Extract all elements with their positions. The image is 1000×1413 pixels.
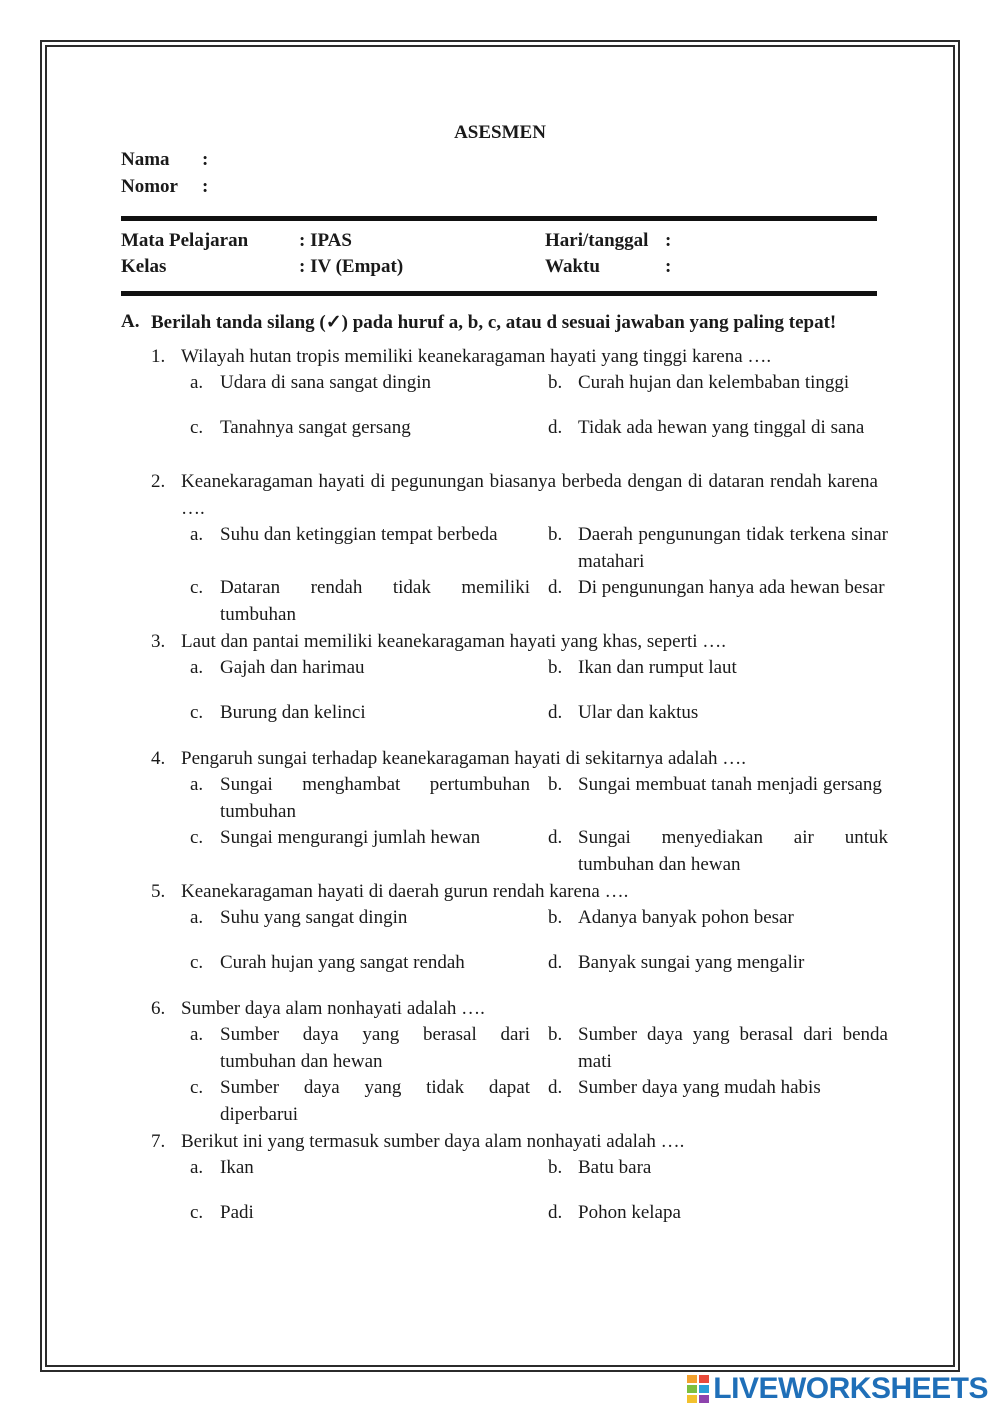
option-text: Tidak ada hewan yang tinggal di sana: [578, 417, 865, 438]
option-text: Sumber daya yang tidak dapat diperbarui: [220, 1077, 530, 1125]
question-text: Sumber daya alam nonhayati adalah ….: [181, 998, 485, 1019]
option-letter: d.: [548, 952, 563, 973]
waktu-label: Waktu: [545, 256, 600, 277]
logo-block: [699, 1375, 709, 1383]
option-text: Di pengunungan hanya ada hewan besar: [578, 577, 885, 598]
option-letter: b.: [548, 774, 563, 795]
section-instruction: Berilah tanda silang (✓) pada huruf a, b, c, atau d sesuai jawaban yang paling tepat!: [151, 312, 837, 333]
question-text: Laut dan pantai memiliki keanekaragaman hayati yang khas, seperti ….: [181, 631, 726, 652]
option-letter: b.: [548, 1024, 563, 1045]
option-text: Banyak sungai yang mengalir: [578, 952, 805, 973]
question-number: 2.: [151, 471, 166, 492]
option-letter: b.: [548, 657, 563, 678]
nama-label: Nama: [121, 149, 170, 170]
option-letter: c.: [190, 952, 204, 973]
hari-label: Hari/tanggal: [545, 230, 649, 251]
option-letter: c.: [190, 1077, 204, 1098]
option-text: Dataran rendah tidak memiliki tumbuhan: [220, 577, 530, 625]
logo-block: [699, 1385, 709, 1393]
option-letter: c.: [190, 827, 204, 848]
option-letter: b.: [548, 372, 563, 393]
option-letter: d.: [548, 417, 563, 438]
option-text: Sungai menghambat pertumbuhan tumbuhan: [220, 774, 530, 822]
option-text: Sumber daya yang berasal dari benda mati: [578, 1024, 888, 1072]
option-letter: b.: [548, 907, 563, 928]
option-text: Sungai membuat tanah menjadi gersang: [578, 774, 882, 795]
option-letter: a.: [190, 657, 204, 678]
question-number: 3.: [151, 631, 166, 652]
option-letter: b.: [548, 524, 563, 545]
option-text: Ular dan kaktus: [578, 702, 699, 723]
waktu-colon: :: [665, 256, 672, 277]
option-text: Sumber daya yang berasal dari tumbuhan dan hewan: [220, 1024, 530, 1072]
nama-colon: :: [202, 149, 209, 170]
option-text: Padi: [220, 1202, 254, 1223]
header-divider-bottom: [121, 291, 877, 296]
option-text: Curah hujan dan kelembaban tinggi: [578, 372, 850, 393]
question-number: 5.: [151, 881, 166, 902]
logo-block: [687, 1375, 697, 1383]
question-text: Berikut ini yang termasuk sumber daya alam nonhayati adalah ….: [181, 1131, 685, 1152]
option-letter: a.: [190, 1157, 204, 1178]
option-text: Adanya banyak pohon besar: [578, 907, 794, 928]
kelas-value: : IV (Empat): [299, 256, 404, 277]
option-letter: a.: [190, 907, 204, 928]
option-text: Suhu yang sangat dingin: [220, 907, 408, 928]
option-letter: a.: [190, 774, 204, 795]
option-letter: b.: [548, 1157, 563, 1178]
question-text: Keanekaragaman hayati di daerah gurun rendah karena ….: [181, 881, 629, 902]
question-number: 1.: [151, 346, 166, 367]
option-text: Suhu dan ketinggian tempat berbeda: [220, 524, 498, 545]
logo-text: LIVEWORKSHEETS: [713, 1372, 988, 1405]
option-letter: d.: [548, 577, 563, 598]
option-text: Sungai menyediakan air untuk tumbuhan dan hewan: [578, 827, 888, 875]
option-letter: c.: [190, 577, 204, 598]
option-text: Ikan dan rumput laut: [578, 657, 737, 678]
liveworksheets-logo[interactable]: [687, 1372, 988, 1406]
page-title: ASESMEN: [454, 122, 546, 143]
option-letter: a.: [190, 372, 204, 393]
option-text: Burung dan kelinci: [220, 702, 366, 723]
header-divider-top: [121, 216, 877, 221]
question-text: Pengaruh sungai terhadap keanekaragaman hayati di sekitarnya adalah ….: [181, 748, 747, 769]
question-text: Wilayah hutan tropis memiliki keanekaragaman hayati yang tinggi karena ….: [181, 346, 772, 367]
option-letter: c.: [190, 1202, 204, 1223]
mapel-value: : IPAS: [299, 230, 352, 251]
logo-blocks-icon: [687, 1375, 709, 1403]
hari-colon: :: [665, 230, 672, 251]
option-letter: d.: [548, 702, 563, 723]
option-letter: d.: [548, 827, 563, 848]
question-number: 6.: [151, 998, 166, 1019]
option-letter: d.: [548, 1202, 563, 1223]
logo-block: [687, 1395, 697, 1403]
option-letter: a.: [190, 524, 204, 545]
option-letter: c.: [190, 702, 204, 723]
option-text: Udara di sana sangat dingin: [220, 372, 432, 393]
option-letter: c.: [190, 417, 204, 438]
question-number: 4.: [151, 748, 166, 769]
option-text: Sumber daya yang mudah habis: [578, 1077, 821, 1098]
option-text: Daerah pengunungan tidak terkena sinar matahari: [578, 524, 888, 572]
option-letter: a.: [190, 1024, 204, 1045]
question-number: 7.: [151, 1131, 166, 1152]
mapel-label: Mata Pelajaran: [121, 230, 249, 251]
logo-block: [699, 1395, 709, 1403]
nomor-colon: :: [202, 176, 209, 197]
option-text: Batu bara: [578, 1157, 652, 1178]
option-text: Ikan: [220, 1157, 254, 1178]
kelas-label: Kelas: [121, 256, 167, 277]
section-label: A.: [121, 311, 140, 332]
option-text: Gajah dan harimau: [220, 657, 365, 678]
option-letter: d.: [548, 1077, 563, 1098]
logo-block: [687, 1385, 697, 1393]
nomor-label: Nomor: [121, 176, 178, 197]
option-text: Pohon kelapa: [578, 1202, 681, 1223]
option-text: Curah hujan yang sangat rendah: [220, 952, 465, 973]
question-text: Keanekaragaman hayati di pegunungan biasanya berbeda dengan di dataran rendah karena ….: [181, 471, 878, 519]
option-text: Sungai mengurangi jumlah hewan: [220, 827, 481, 848]
option-text: Tanahnya sangat gersang: [220, 417, 411, 438]
